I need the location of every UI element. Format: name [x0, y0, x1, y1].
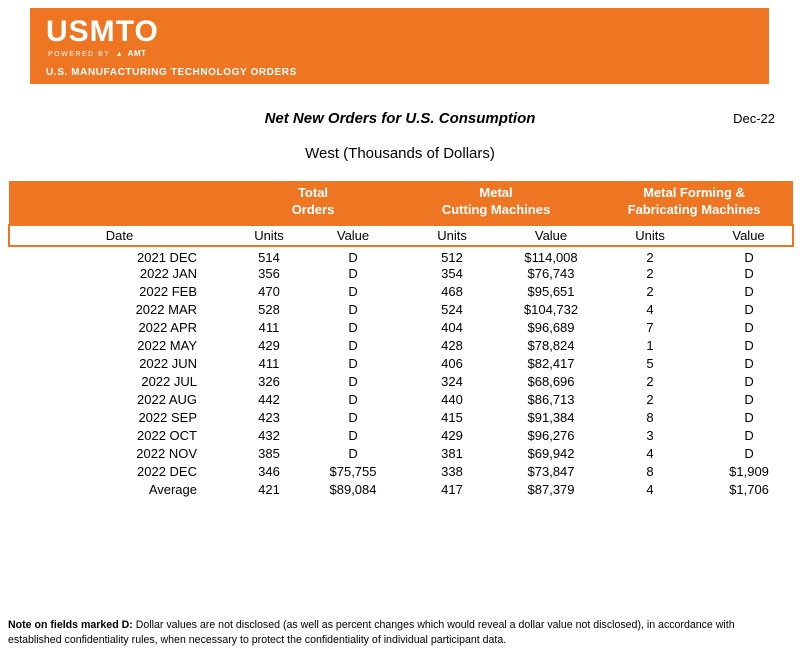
value-cell: 8: [646, 410, 654, 426]
table-body: [9, 246, 793, 499]
table-row: [9, 319, 793, 337]
value-cell: $68,696: [527, 374, 575, 390]
value-cell: D: [744, 302, 754, 318]
table-row: [9, 301, 793, 319]
value-cell: 356: [258, 266, 280, 282]
value-cell: D: [348, 446, 358, 462]
value-cell: $69,942: [527, 446, 575, 462]
value-cell: 324: [441, 374, 463, 390]
value-cell: 7: [646, 320, 654, 336]
value-cell: D: [348, 338, 358, 354]
value-cell: D: [744, 249, 754, 265]
value-cell: D: [348, 410, 358, 426]
column-header-value-cutting: Value: [507, 225, 595, 246]
group-label-line: Orders: [291, 201, 335, 217]
value-cell: $91,384: [527, 410, 575, 426]
value-cell: D: [744, 338, 754, 354]
value-cell: 411: [258, 320, 280, 336]
value-cell: 442: [258, 392, 280, 408]
value-cell: $104,732: [523, 302, 579, 318]
usmto-logo-text: USMTO: [46, 15, 159, 48]
value-cell: $1,706: [729, 482, 769, 498]
summary-row: [9, 481, 793, 499]
date-cell: 2022 SEP: [138, 410, 197, 426]
value-cell: D: [744, 374, 754, 390]
table-row: [9, 337, 793, 355]
value-cell: 4: [646, 482, 654, 498]
value-cell: D: [348, 249, 358, 265]
value-cell: 4: [646, 302, 654, 318]
value-cell: $87,379: [527, 482, 575, 498]
value-cell: 429: [441, 428, 463, 444]
value-cell: 346: [258, 464, 280, 480]
value-cell: $75,755: [329, 464, 377, 480]
value-cell: D: [348, 374, 358, 390]
value-cell: 326: [258, 374, 280, 390]
table-row: [9, 427, 793, 445]
column-header-value-forming: Value: [705, 225, 793, 246]
banner-tagline: U.S. MANUFACTURING TECHNOLOGY ORDERS: [46, 67, 297, 78]
value-cell: 440: [441, 392, 463, 408]
value-cell: $73,847: [527, 464, 575, 480]
usmto-banner: [30, 8, 769, 84]
value-cell: 524: [441, 302, 463, 318]
date-cell: 2022 JUL: [141, 374, 197, 390]
value-cell: 421: [258, 482, 280, 498]
value-cell: $78,824: [527, 338, 575, 354]
value-cell: $76,743: [527, 266, 575, 282]
value-cell: 411: [258, 356, 280, 372]
value-cell: $96,689: [527, 320, 575, 336]
group-header-metal-cutting: [397, 181, 595, 225]
value-cell: 3: [646, 428, 654, 444]
value-cell: 470: [258, 284, 280, 300]
value-cell: D: [744, 320, 754, 336]
value-cell: 468: [441, 284, 463, 300]
value-cell: 404: [441, 320, 463, 336]
value-cell: 1: [646, 338, 654, 354]
value-cell: 417: [441, 482, 463, 498]
table-row: [9, 391, 793, 409]
disclosure-note: [8, 618, 778, 648]
value-cell: D: [348, 320, 358, 336]
report-period: Dec-22: [733, 111, 775, 126]
column-header-row: [9, 225, 793, 246]
value-cell: 4: [646, 446, 654, 462]
value-cell: $1,909: [729, 464, 769, 480]
amt-label: AMT: [127, 49, 147, 58]
table-row: [9, 246, 793, 265]
value-cell: 415: [441, 410, 463, 426]
table-row: [9, 445, 793, 463]
value-cell: 2: [646, 392, 654, 408]
value-cell: 512: [441, 249, 463, 265]
column-header-units-forming: Units: [595, 225, 705, 246]
value-cell: $86,713: [527, 392, 575, 408]
value-cell: 514: [258, 249, 280, 265]
date-cell: 2022 JAN: [139, 266, 197, 282]
powered-by: [48, 49, 755, 58]
powered-by-label: POWERED BY: [48, 51, 111, 58]
value-cell: 528: [258, 302, 280, 318]
value-cell: D: [348, 428, 358, 444]
date-cell: 2022 APR: [138, 320, 197, 336]
value-cell: 354: [441, 266, 463, 282]
column-header-value-total: Value: [309, 225, 397, 246]
group-header-metal-forming: [595, 181, 793, 225]
value-cell: $114,008: [524, 249, 578, 265]
value-cell: 2: [646, 266, 654, 282]
column-header-units-total: Units: [229, 225, 309, 246]
group-header-row: [9, 181, 793, 225]
column-header-units-cutting: Units: [397, 225, 507, 246]
date-cell: 2022 MAY: [137, 338, 197, 354]
orders-table: [8, 181, 794, 499]
value-cell: $82,417: [527, 356, 575, 372]
value-cell: 338: [441, 464, 463, 480]
value-cell: $89,084: [329, 482, 377, 498]
date-cell: 2022 OCT: [137, 428, 197, 444]
value-cell: 406: [441, 356, 463, 372]
group-label-line: Cutting Machines: [441, 201, 551, 217]
usmto-logo: [46, 17, 755, 58]
group-header-total-orders: [229, 181, 397, 225]
value-cell: 2: [646, 284, 654, 300]
date-cell: 2021 DEC: [137, 249, 197, 265]
value-cell: D: [348, 302, 358, 318]
amt-logo-icon: ▲: [115, 51, 125, 58]
value-cell: 2: [646, 374, 654, 390]
value-cell: 385: [258, 446, 280, 462]
value-cell: D: [348, 284, 358, 300]
table-row: [9, 265, 793, 283]
report-subtitle: West (Thousands of Dollars): [305, 145, 495, 162]
value-cell: 432: [258, 428, 280, 444]
date-cell: 2022 AUG: [137, 392, 197, 408]
value-cell: D: [744, 428, 754, 444]
column-header-date: Date: [9, 225, 229, 246]
date-cell: Average: [148, 482, 197, 498]
value-cell: 429: [258, 338, 280, 354]
value-cell: 381: [441, 446, 463, 462]
value-cell: 5: [646, 356, 654, 372]
note-body: Dollar values are not disclosed (as well as percent changes which would reveal a dollar value not disclosed), in accordance with established confidentiality rules, when necessary to protect the confidentiality of individual participant data.: [8, 618, 735, 646]
table-row: [9, 283, 793, 301]
date-cell: 2022 MAR: [135, 302, 197, 318]
group-label-line: Metal Forming &: [643, 185, 745, 200]
value-cell: 8: [646, 464, 654, 480]
value-cell: 2: [646, 249, 654, 265]
note-label: Note on fields marked D:: [8, 618, 133, 631]
title-row: [0, 110, 800, 128]
value-cell: D: [348, 266, 358, 282]
group-label-line: Total: [297, 185, 329, 200]
date-cell: 2022 NOV: [136, 446, 197, 462]
value-cell: D: [744, 410, 754, 426]
table-row: [9, 409, 793, 427]
table-row: [9, 463, 793, 481]
value-cell: D: [744, 446, 754, 462]
date-cell: 2022 FEB: [139, 284, 197, 300]
group-label-line: Metal: [479, 185, 513, 200]
value-cell: D: [348, 392, 358, 408]
value-cell: 423: [258, 410, 280, 426]
value-cell: 428: [441, 338, 463, 354]
table-row: [9, 355, 793, 373]
value-cell: $96,276: [527, 428, 575, 444]
report-title: Net New Orders for U.S. Consumption: [264, 110, 536, 127]
group-header-spacer: [9, 181, 229, 225]
value-cell: D: [744, 392, 754, 408]
value-cell: D: [744, 266, 754, 282]
group-label-line: Fabricating Machines: [627, 201, 761, 217]
value-cell: D: [348, 356, 358, 372]
date-cell: 2022 DEC: [137, 464, 197, 480]
value-cell: $95,651: [527, 284, 575, 300]
value-cell: D: [744, 284, 754, 300]
date-cell: 2022 JUN: [139, 356, 197, 372]
value-cell: D: [744, 356, 754, 372]
table-row: [9, 373, 793, 391]
